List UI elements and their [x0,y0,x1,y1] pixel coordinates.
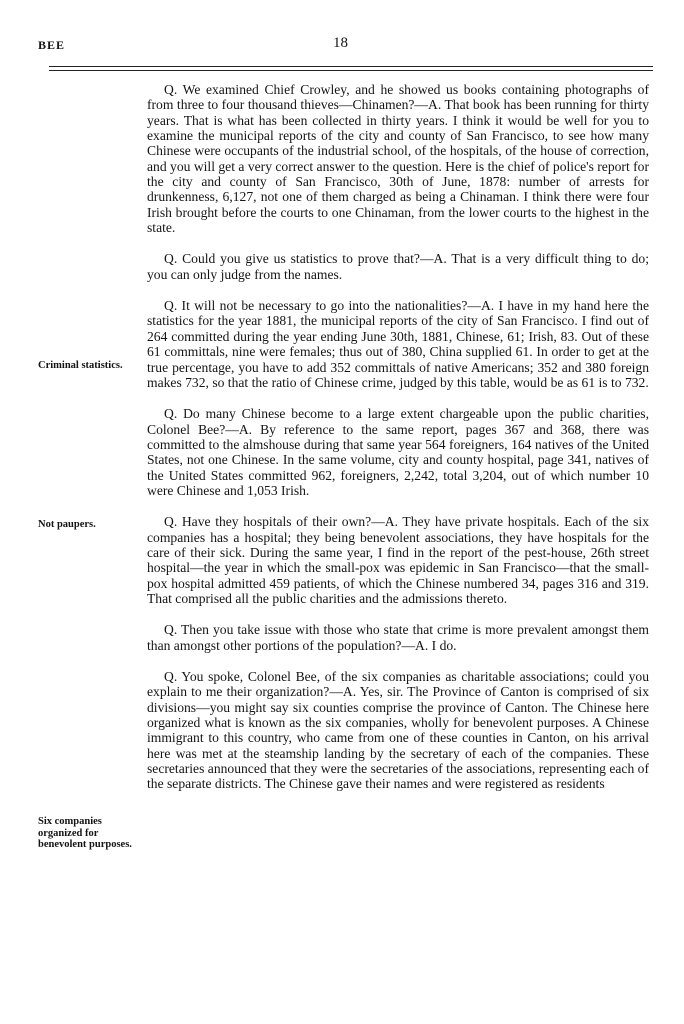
margin-note-six-companies: Six companies organized for benevolent purposes. [38,816,132,850]
header-rule [49,70,653,71]
paragraph: Q. We examined Chief Crowley, and he showed us books containing photographs of from three to four thousand thieves—Chinamen?—A. That book has been running for thirty years. That is what has been collected in thirty years. I think it would be well for you to examine the municipal reports of the city and county of San Francisco, to see how many Chinese were occupants of the industrial school, of the hospitals, of the house of correction, and you will get a very correct answer to the question. Here is the chief of police's report for the city and county of San Francisco, 30th of June, 1878: number of arrests for drunkenness, 6,127, not one of them charged as being a Chinaman. I think there were four Irish brought before the courts to one Chinaman, from the lower courts to the highest in the state. [147,82,649,236]
body-text [147,82,649,808]
page-number: 18 [333,35,348,51]
paragraph: Q. Do many Chinese become to a large extent chargeable upon the public charities, Colonel Bee?—A. By reference to the same report, pages 367 and 368, there was committed to the almshouse during that same year 564 foreigners, 164 natives of the United States, not one Chinese. In the same volume, city and county hospital, page 341, natives of the United States committed 962, foreigners, 2,242, total 3,204, out of which number 10 were Chinese and 1,053 Irish. [147,406,649,498]
paragraph: Q. It will not be necessary to go into the nationalities?—A. I have in my hand here the statistics for the year 1881, the municipal reports of the city of San Francisco. I find out of 264 committed during the year ending June 30th, 1881, Chinese, 61; Irish, 83. Out of these 61 committals, nine were females; thus out of 380, China supplied 61. In order to get at the true percentage, you have to add 352 committals of native Americans; 352 and 380 foreign makes 732, so that the ratio of Chinese crime, judged by this table, would be as 61 is to 732. [147,298,649,390]
paragraph: Q. Have they hospitals of their own?—A. They have private hospitals. Each of the six companies has a hospital; they being benevolent associations, they have hospitals for the care of their sick. During the same year, I find in the report of the pest-house, 26th street hospital—the year in which the small-pox was epidemic in San Francisco—that the small-pox hospital admitted 459 patients, of which the Chinese numbered 34, pages 316 and 319. That comprised all the public charities and the admissions thereto. [147,514,649,606]
paragraph: Q. Could you give us statistics to prove that?—A. That is a very difficult thing to do; you can only judge from the names. [147,251,649,282]
header-rule [49,66,653,67]
paragraph: Q. You spoke, Colonel Bee, of the six companies as charitable associations; could you explain to me their organization?—A. Yes, sir. The Province of Canton is comprised of six divisions—you might say six counties comprise the province of Canton. The Chinese here organized what is known as the six companies, wholly for benevolent purposes. A Chinese immigrant to this country, who came from one of these counties in Canton, on his arrival here was met at the steamship landing by the secretary of each of the companies. These secretaries announced that they were the secretaries of the associations, representing each of the separate districts. The Chinese gave their names and were registered as residents [147,669,649,792]
running-head: BEE [38,38,66,52]
margin-note-not-paupers: Not paupers. [38,519,96,530]
margin-note-criminal-statistics: Criminal statistics. [38,360,123,371]
paragraph: Q. Then you take issue with those who state that crime is more prevalent amongst them than amongst other portions of the population?—A. I do. [147,622,649,653]
